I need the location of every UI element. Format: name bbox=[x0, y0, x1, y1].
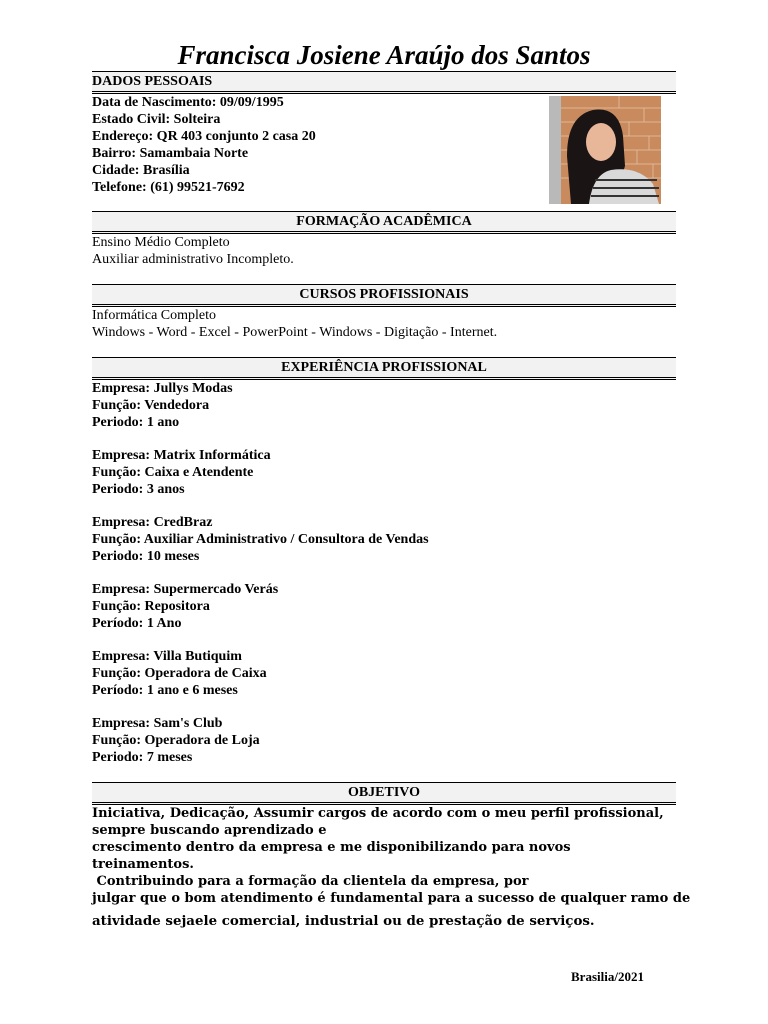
job-company: Empresa: Jullys Modas bbox=[92, 381, 233, 396]
job-company: Empresa: Sam's Club bbox=[92, 716, 223, 731]
resume-title: Francisca Josiene Araújo dos Santos bbox=[177, 40, 591, 70]
courses-heading-text: CURSOS PROFISSIONAIS bbox=[299, 287, 469, 302]
course-line: Informática Completo bbox=[92, 308, 217, 323]
job-period: Periodo: 10 meses bbox=[92, 549, 200, 564]
birth-date: Data de Nascimento: 09/09/1995 bbox=[92, 95, 284, 110]
experience-heading bbox=[92, 357, 676, 380]
course-line: Windows - Word - Excel - PowerPoint - Windows - Digitação - Internet. bbox=[92, 325, 498, 340]
objective-line: julgar que o bom atendimento é fundamental para a sucesso de qualquer ramo de bbox=[92, 891, 691, 906]
job-entry bbox=[92, 447, 676, 498]
city: Cidade: Brasília bbox=[92, 163, 190, 178]
personal-data-heading-text: DADOS PESSOAIS bbox=[92, 74, 213, 89]
job-company: Empresa: Supermercado Verás bbox=[92, 582, 279, 597]
neighborhood: Bairro: Samambaia Norte bbox=[92, 146, 249, 161]
footer-place-date: Brasilia/2021 bbox=[571, 969, 644, 984]
job-role: Função: Operadora de Caixa bbox=[92, 666, 267, 681]
job-role: Função: Auxiliar Administrativo / Consultora de Vendas bbox=[92, 532, 429, 547]
personal-data-heading bbox=[92, 71, 676, 94]
job-role: Função: Repositora bbox=[92, 599, 210, 614]
job-period: Periodo: 1 ano bbox=[92, 415, 180, 430]
job-role: Função: Caixa e Atendente bbox=[92, 465, 254, 480]
job-period: Periodo: 3 anos bbox=[92, 482, 185, 497]
job-entry bbox=[92, 380, 676, 431]
job-role: Função: Operadora de Loja bbox=[92, 733, 260, 748]
education-line: Auxiliar administrativo Incompleto. bbox=[92, 252, 294, 267]
experience-block bbox=[92, 380, 676, 766]
profile-photo bbox=[549, 96, 661, 204]
job-entry bbox=[92, 514, 676, 565]
experience-heading-text: EXPERIÊNCIA PROFISSIONAL bbox=[281, 360, 487, 375]
address: Endereço: QR 403 conjunto 2 casa 20 bbox=[92, 129, 316, 144]
job-period: Período: 1 ano e 6 meses bbox=[92, 683, 238, 698]
objective-line: sempre buscando aprendizado e bbox=[92, 823, 327, 838]
education-block bbox=[92, 234, 676, 268]
job-company: Empresa: Matrix Informática bbox=[92, 448, 271, 463]
courses-heading bbox=[92, 284, 676, 307]
education-heading-text: FORMAÇÃO ACADÊMICA bbox=[296, 214, 472, 229]
objective-line: atividade sejaele comercial, industrial ou de prestação de serviços. bbox=[92, 913, 595, 929]
objective-line: treinamentos. bbox=[92, 857, 194, 872]
objective-line: Contribuindo para a formação da clientela da empresa, por bbox=[92, 874, 529, 889]
objective-heading bbox=[92, 782, 676, 805]
objective-line: Iniciativa, Dedicação, Assumir cargos de acordo com o meu perfil profissional, bbox=[92, 806, 664, 821]
job-period: Período: 1 Ano bbox=[92, 616, 182, 631]
objective-block bbox=[92, 805, 691, 930]
profile-photo-image bbox=[549, 96, 661, 204]
job-company: Empresa: Villa Butiquim bbox=[92, 649, 242, 664]
courses-block bbox=[92, 307, 676, 341]
education-line: Ensino Médio Completo bbox=[92, 235, 230, 250]
job-entry bbox=[92, 648, 676, 699]
objective-line: crescimento dentro da empresa e me disponibilizando para novos bbox=[92, 840, 571, 855]
objective-heading-text: OBJETIVO bbox=[347, 785, 421, 800]
marital-status: Estado Civil: Solteira bbox=[92, 112, 221, 127]
job-entry bbox=[92, 581, 676, 632]
phone: Telefone: (61) 99521-7692 bbox=[92, 180, 245, 195]
job-company: Empresa: CredBraz bbox=[92, 515, 213, 530]
job-entry bbox=[92, 715, 676, 766]
job-period: Periodo: 7 meses bbox=[92, 750, 193, 765]
job-role: Função: Vendedora bbox=[92, 398, 210, 413]
education-heading bbox=[92, 211, 676, 234]
